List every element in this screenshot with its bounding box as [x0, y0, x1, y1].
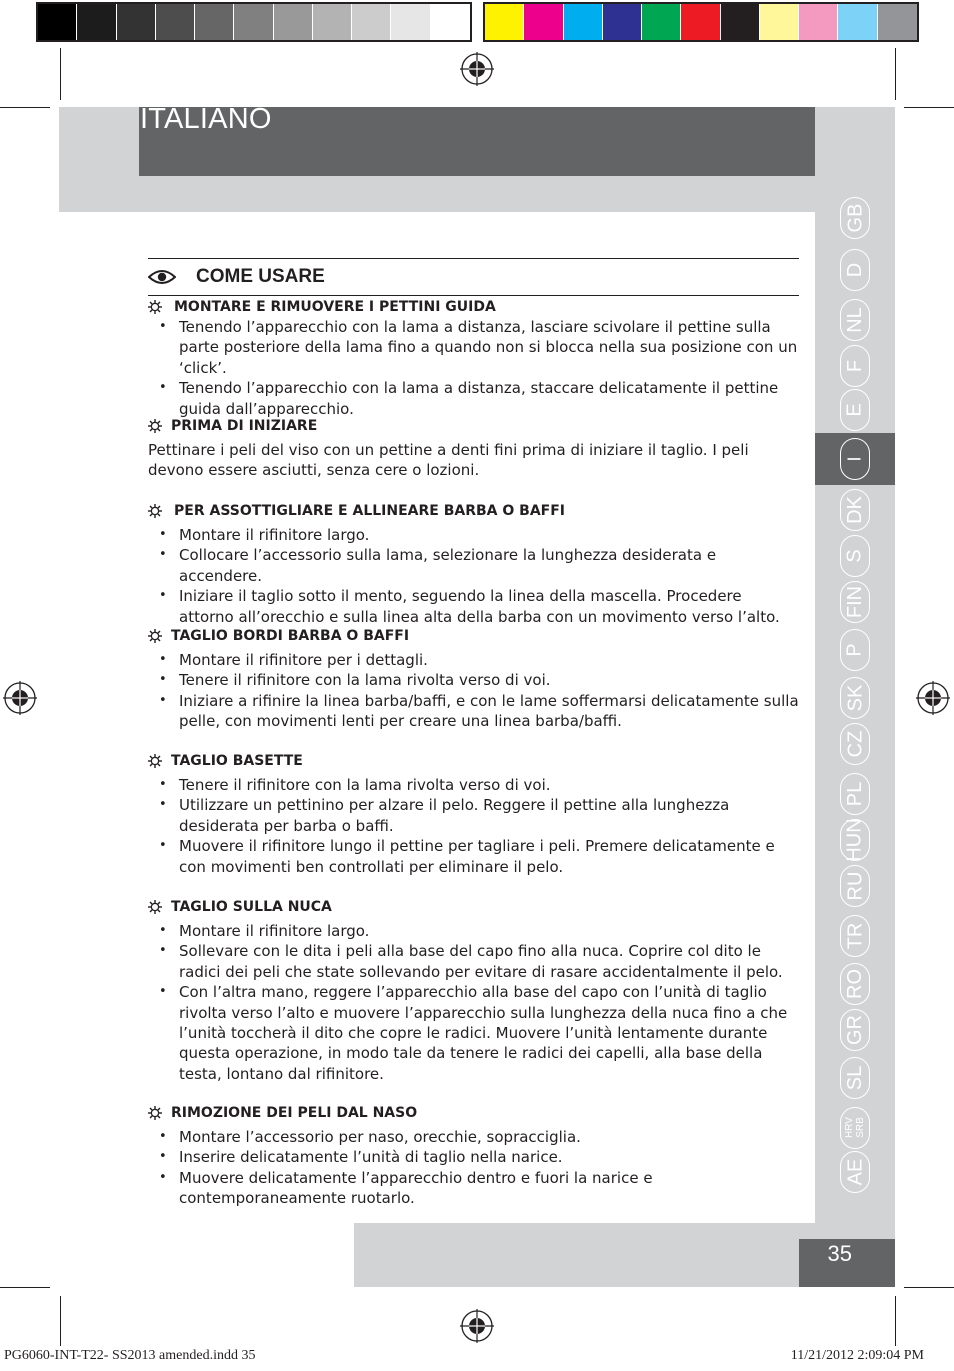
lang-tab-outline	[840, 915, 870, 957]
lang-tab-fin[interactable]	[815, 578, 895, 625]
lang-tab-label: P	[844, 642, 866, 657]
lang-tab-label: TR	[843, 922, 866, 949]
crop-mark	[895, 1296, 896, 1346]
section-heading	[148, 266, 325, 288]
lang-tab-label: SK	[844, 684, 866, 711]
lang-tab-i[interactable]	[815, 433, 895, 485]
lang-tab-ae[interactable]	[815, 1148, 895, 1195]
section-title: COME USARE	[196, 266, 325, 287]
bullet-list	[148, 525, 799, 627]
subsection-heading	[148, 897, 799, 917]
subsection-title: TAGLIO BORDI BARBA O BAFFI	[171, 628, 410, 644]
lang-tab-label: FIN	[844, 585, 866, 618]
lang-tab-e[interactable]	[815, 386, 895, 433]
lang-tab-s[interactable]	[815, 532, 895, 579]
subsection-title: TAGLIO SULLA NUCA	[171, 899, 332, 915]
crop-mark	[904, 1287, 954, 1288]
lang-tab-label: F	[844, 359, 866, 372]
lang-tab-label: CZ	[843, 730, 866, 757]
crop-mark	[0, 107, 50, 108]
lang-tab-label: D	[843, 262, 866, 277]
sun-bullet-icon	[148, 504, 162, 518]
instruction-block	[148, 1103, 799, 1209]
crop-mark	[60, 48, 61, 100]
page-number: 35	[827, 1241, 852, 1266]
lang-tab-hrv-srb[interactable]	[815, 1104, 895, 1151]
section-rule	[148, 295, 799, 296]
eye-icon	[148, 268, 176, 286]
lang-tab-label: NL	[843, 306, 866, 333]
list-item: • Muovere delicatamente l’apparecchio dentro e fuori la narice e contemporaneamente ruotarlo.	[148, 1168, 799, 1209]
subsection-heading	[148, 751, 799, 771]
lang-tab-dk[interactable]	[815, 486, 895, 533]
color-swatch	[234, 4, 273, 40]
color-swatch	[431, 4, 470, 40]
lang-tab-outline	[840, 629, 870, 671]
lang-tab-outline	[840, 1107, 870, 1149]
subsection-title: MONTARE E RIMUOVERE I PETTINI GUIDA	[174, 299, 496, 315]
section-rule	[148, 258, 799, 259]
paragraph: Pettinare i peli del viso con un pettine a denti fini prima di iniziare il taglio. I peli devono essere asciutti, senza cere o lozioni.	[148, 441, 749, 480]
color-swatch	[878, 4, 917, 40]
list-item: • Utilizzare un pettinino per alzare il pelo. Reggere il pettine alla lunghezza desiderata per barba o baffi.	[148, 795, 799, 836]
color-swatch	[156, 4, 195, 40]
sun-bullet-icon	[148, 754, 162, 768]
color-swatch	[642, 4, 681, 40]
bullet-list	[148, 650, 799, 732]
subsection-title: PER ASSOTTIGLIARE E ALLINEARE BARBA O BAFFI	[174, 503, 565, 519]
lang-tab-outline	[840, 345, 870, 387]
lang-tab-label: HRV SRB	[843, 1117, 865, 1138]
lang-tab-label: PL	[844, 781, 866, 806]
list-item: • Tenere il rifinitore con la lama rivolta verso di voi.	[148, 775, 799, 795]
lang-tab-gb[interactable]	[815, 194, 895, 241]
subsection-title: PRIMA DI INIZIARE	[171, 418, 318, 434]
instruction-block	[148, 897, 799, 1084]
color-swatch	[391, 4, 430, 40]
lang-tab-ro[interactable]	[815, 960, 895, 1007]
lang-tab-label: S	[844, 548, 866, 563]
list-item: • Tenendo l’apparecchio con la lama a distanza, staccare delicatamente il pettine guida dall’apparecchio.	[148, 378, 799, 419]
lang-tab-label: I	[844, 456, 865, 462]
lang-tab-label: AE	[844, 1158, 866, 1185]
lang-tab-cz[interactable]	[815, 720, 895, 767]
lang-tab-outline	[840, 535, 870, 577]
lang-tab-p[interactable]	[815, 626, 895, 673]
subsection-title: TAGLIO BASETTE	[171, 753, 303, 769]
lang-tab-d[interactable]	[815, 246, 895, 293]
sun-bullet-icon	[148, 300, 162, 314]
lang-tab-label: SL	[844, 1065, 866, 1090]
sun-bullet-icon	[148, 419, 162, 433]
lang-tab-outline	[840, 865, 870, 907]
lang-tab-sk[interactable]	[815, 674, 895, 721]
subsection-heading	[148, 416, 799, 436]
registration-mark-icon	[460, 1309, 494, 1343]
list-item: • Montare l’accessorio per naso, orecchie, sopracciglia.	[148, 1127, 799, 1147]
grayscale-color-bar	[36, 2, 472, 42]
lang-tab-label: GR	[844, 1014, 866, 1045]
lang-tab-hun[interactable]	[815, 816, 895, 863]
lang-tab-label: HUN	[844, 817, 866, 862]
sun-bullet-icon	[148, 900, 162, 914]
color-swatch	[564, 4, 603, 40]
list-item: • Con l’altra mano, reggere l’apparecchio alla base del capo con l’unità di taglio rivolta verso l’alto e muovere l’apparecchio sulla lunghezza della nuca fino a che l’unità toccherà il dito che copre le radici. Muovere l’unità lentamente durante questa operazione, in modo tale da tenere le radici dei capelli, alla base della testa, lontano dal rifinitore.	[148, 982, 799, 1084]
list-item: • Tenendo l’apparecchio con la lama a distanza, lasciare scivolare il pettine sulla parte posteriore della lama fino a quando non si blocca nella sua posizione con un ‘click’.	[148, 317, 799, 378]
list-item: • Tenere il rifinitore con la lama rivolta verso di voi.	[148, 670, 799, 690]
list-item: • Sollevare con le dita i peli alla base del capo fino alla nuca. Coprire col dito le radici dei peli che state sollevando per evitare di rasare accidentalmente il pelo.	[148, 941, 799, 982]
lang-tab-label: RU	[844, 871, 867, 900]
registration-mark-icon	[916, 681, 950, 715]
crop-mark	[904, 107, 954, 108]
process-color-bar	[483, 2, 919, 42]
color-swatch	[721, 4, 760, 40]
lang-tab-outline	[840, 438, 870, 480]
list-item: • Iniziare il taglio sotto il mento, seguendo la linea della mascella. Procedere attorno all’orecchio e sulla linea alta della barba con un movimento verso l’alto.	[148, 586, 799, 627]
bullet-list	[148, 1127, 799, 1209]
color-swatch	[681, 4, 720, 40]
instruction-block	[148, 501, 799, 627]
color-swatch	[838, 4, 877, 40]
registration-mark-icon	[3, 681, 37, 715]
bullet-list	[148, 921, 799, 1084]
list-item: • Muovere il rifinitore lungo il pettine per tagliare i peli. Premere delicatamente e con movimenti ben controllati per eliminare il pelo.	[148, 836, 799, 877]
list-item: • Collocare l’accessorio sulla lama, selezionare la lunghezza desiderata e accendere.	[148, 545, 799, 586]
color-swatch	[603, 4, 642, 40]
file-slug: PG6060-INT-T22- SS2013 amended.indd 35	[4, 1348, 256, 1363]
crop-mark	[895, 48, 896, 100]
color-swatch	[274, 4, 313, 40]
lang-tab-outline	[840, 389, 870, 431]
list-item: • Montare il rifinitore largo.	[148, 525, 799, 545]
color-swatch	[117, 4, 156, 40]
list-item: • Montare il rifinitore per i dettagli.	[148, 650, 799, 670]
registration-mark-icon	[460, 52, 494, 86]
color-swatch	[313, 4, 352, 40]
lang-tab-outline	[840, 773, 870, 815]
lang-tab-outline	[840, 299, 870, 341]
lang-tab-sl[interactable]	[815, 1054, 895, 1101]
subsection-heading	[148, 626, 799, 646]
color-swatch	[38, 4, 77, 40]
instruction-block	[148, 751, 799, 877]
crop-mark	[0, 1287, 50, 1288]
lang-tab-pl[interactable]	[815, 770, 895, 817]
date-slug: 11/21/2012 2:09:04 PM	[790, 1348, 924, 1363]
lang-tab-f[interactable]	[815, 342, 895, 389]
color-swatch	[524, 4, 563, 40]
lang-tab-outline	[840, 819, 870, 861]
subsection-heading	[148, 297, 799, 317]
lang-tab-outline	[840, 1057, 870, 1099]
subsection-heading	[148, 1103, 799, 1123]
lang-tab-outline	[840, 197, 870, 239]
lang-tab-outline	[840, 963, 870, 1005]
instruction-block	[148, 416, 799, 481]
lang-tab-nl[interactable]	[815, 296, 895, 343]
list-item: • Montare il rifinitore largo.	[148, 921, 799, 941]
page-title: ITALIANO	[140, 103, 272, 135]
sun-bullet-icon	[148, 1106, 162, 1120]
lang-tab-outline	[840, 1009, 870, 1051]
list-item: • Iniziare a rifinire la linea barba/baffi, e con le lame soffermarsi delicatamente sulla pelle, con movimenti lenti per creare una linea barba/baffi.	[148, 691, 799, 732]
subsection-heading	[148, 501, 799, 521]
lang-tab-gr[interactable]	[815, 1006, 895, 1053]
instruction-block	[148, 297, 799, 419]
color-swatch	[485, 4, 524, 40]
subsection-title: RIMOZIONE DEI PELI DAL NASO	[171, 1105, 418, 1121]
bullet-list	[148, 317, 799, 419]
lang-tab-tr[interactable]	[815, 912, 895, 959]
lang-tab-outline	[840, 489, 870, 531]
color-swatch	[195, 4, 234, 40]
lang-tab-outline	[840, 581, 870, 623]
color-swatch	[760, 4, 799, 40]
lang-tab-outline	[840, 723, 870, 765]
lang-tab-label: GB	[844, 203, 866, 232]
lang-tab-label: E	[844, 402, 866, 417]
color-swatch	[77, 4, 116, 40]
instruction-block	[148, 626, 799, 732]
bullet-list	[148, 775, 799, 877]
color-swatch	[352, 4, 391, 40]
lang-tab-ru[interactable]	[815, 862, 895, 909]
lang-tab-outline	[840, 249, 870, 291]
lang-tab-label: RO	[844, 968, 866, 999]
sun-bullet-icon	[148, 629, 162, 643]
lang-tab-outline	[840, 1151, 870, 1193]
lang-tab-label: DK	[843, 495, 866, 524]
color-swatch	[799, 4, 838, 40]
crop-mark	[60, 1296, 61, 1346]
list-item: • Inserire delicatamente l’unità di taglio nella narice.	[148, 1147, 799, 1167]
lang-tab-outline	[840, 677, 870, 719]
